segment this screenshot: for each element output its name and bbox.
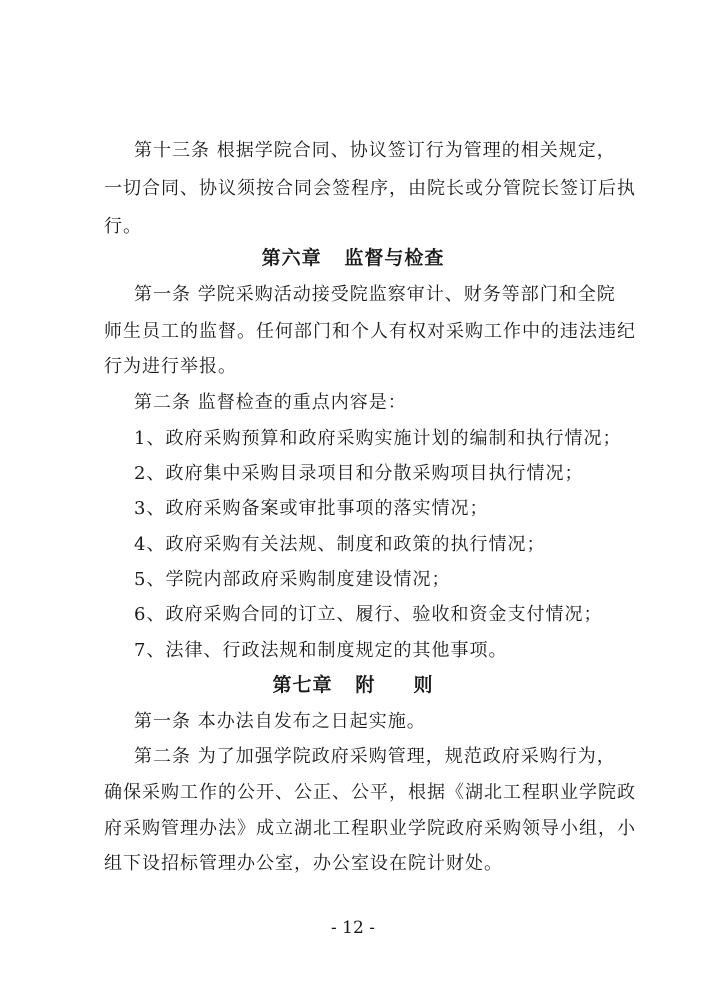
chapter7-title: 第七章 附 则 [272, 674, 434, 696]
article13-line-2: 一切合同、协议须按合同会签程序，由院长或分管院长签订后执 [104, 178, 636, 199]
chapter6-article1-line-3: 行为进行举报。 [104, 356, 237, 377]
chapter6-item-5: 5、学院内部政府采购制度建设情况； [134, 569, 451, 590]
chapter6-article1-line-2: 师生员工的监督。任何部门和个人有权对采购工作中的违法违纪 [104, 321, 636, 342]
chapter7-article2-line-3: 府采购管理办法》成立湖北工程职业学院政府采购领导小组，小 [104, 818, 636, 839]
chapter6-item-3: 3、政府采购备案或审批事项的落实情况； [134, 498, 489, 519]
chapter6-item-7: 7、法律、行政法规和制度规定的其他事项。 [134, 640, 508, 661]
chapter7-article2-line-2: 确保采购工作的公开、公正、公平，根据《湖北工程职业学院政 [104, 782, 636, 803]
chapter6-item-4: 4、政府采购有关法规、制度和政策的执行情况； [134, 534, 546, 555]
chapter6-item-2: 2、政府集中采购目录项目和分散采购项目执行情况； [134, 463, 584, 484]
article13-line-1: 第十三条 根据学院合同、协议签订行为管理的相关规定， [134, 140, 616, 161]
page-number: - 12 - [331, 918, 375, 938]
chapter6-item-6: 6、政府采购合同的订立、履行、验收和资金支付情况； [134, 604, 603, 625]
chapter6-item-1: 1、政府采购预算和政府采购实施计划的编制和执行情况； [134, 428, 622, 449]
chapter7-article2-line-4: 组下设招标管理办公室，办公室设在院计财处。 [104, 853, 503, 874]
chapter6-title: 第六章 监督与检查 [261, 247, 445, 269]
chapter6-article2-intro: 第二条 监督检查的重点内容是： [134, 392, 407, 413]
article13-line-3: 行。 [104, 216, 142, 237]
chapter7-article2-line-1: 第二条 为了加强学院政府采购管理，规范政府采购行为， [134, 746, 616, 767]
chapter6-article1-line-1: 第一条 学院采购活动接受院监察审计、财务等部门和全院 [134, 284, 616, 305]
chapter7-article1: 第一条 本办法自发布之日起实施。 [134, 711, 426, 732]
